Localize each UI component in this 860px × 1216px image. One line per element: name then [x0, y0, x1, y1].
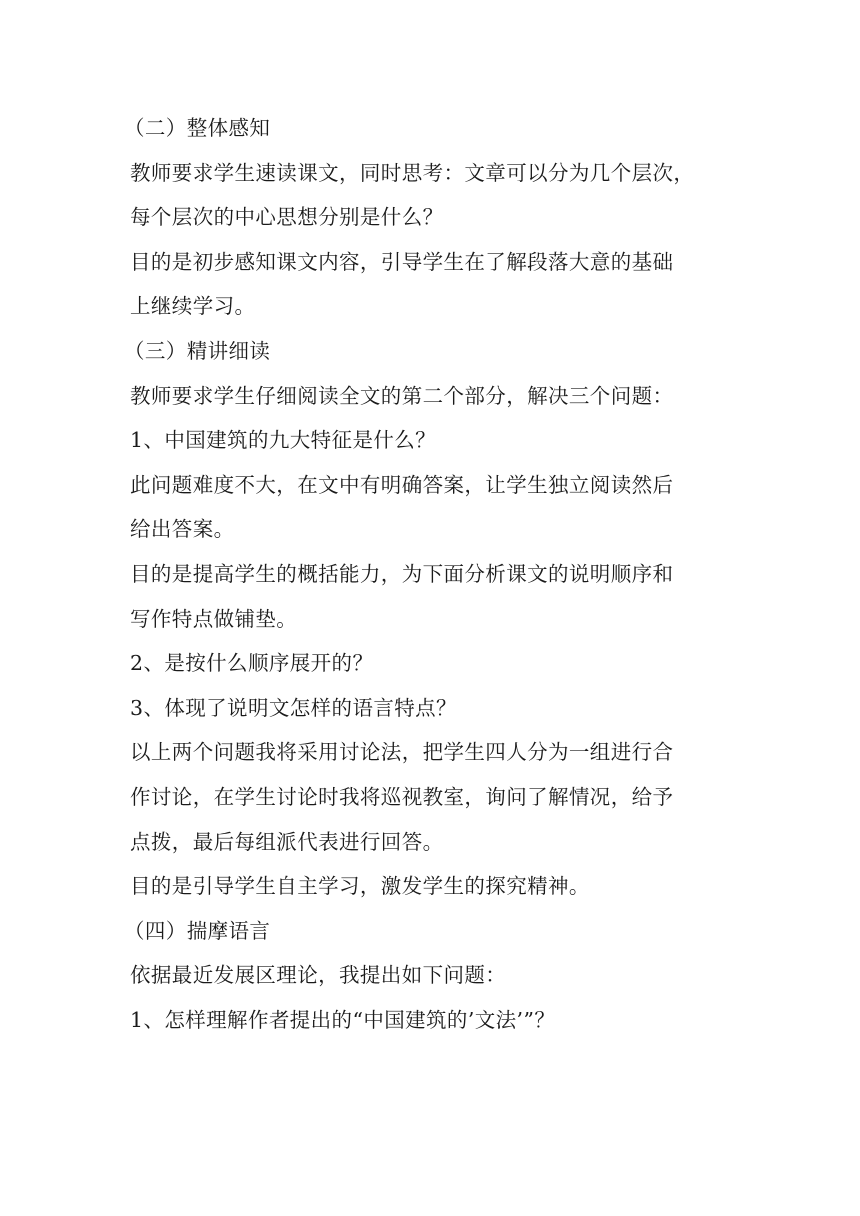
paragraph-line: 给出答案。 — [130, 517, 235, 542]
section-heading-close-reading: （三）精讲细读 — [124, 338, 271, 363]
paragraph-line: 以上两个问题我将采用讨论法，把学生四人分为一组进行合 — [130, 740, 674, 765]
paragraph-line: 教师要求学生仔细阅读全文的第二个部分，解决三个问题： — [130, 383, 674, 408]
paragraph-line: 作讨论，在学生讨论时我将巡视教室，询问了解情况，给予 — [130, 784, 674, 809]
paragraph-line: 教师要求学生速读课文，同时思考：文章可以分为几个层次， — [130, 160, 695, 185]
question-item: 3、体现了说明文怎样的语言特点？ — [130, 695, 457, 720]
question-item: 1、怎样理解作者提出的“中国建筑的’文法’”？ — [130, 1007, 556, 1032]
paragraph-line: 点拨，最后每组派代表进行回答。 — [130, 829, 444, 854]
question-item: 2、是按什么顺序展开的？ — [130, 651, 374, 676]
paragraph-line: 每个层次的中心思想分别是什么？ — [130, 205, 444, 230]
paragraph-line: 上继续学习。 — [130, 294, 256, 319]
paragraph-line: 目的是提高学生的概括能力，为下面分析课文的说明顺序和 — [130, 561, 674, 586]
paragraph-line: 写作特点做铺垫。 — [130, 606, 298, 631]
paragraph-line: 依据最近发展区理论，我提出如下问题： — [130, 963, 507, 988]
section-heading-overall-perception: （二）整体感知 — [124, 116, 271, 140]
question-item: 1、中国建筑的九大特征是什么？ — [130, 428, 437, 453]
paragraph-line: 此问题难度不大，在文中有明确答案，让学生独立阅读然后 — [130, 472, 674, 497]
section-heading-language-study: （四）揣摩语言 — [124, 918, 271, 943]
paragraph-line: 目的是初步感知课文内容，引导学生在了解段落大意的基础 — [130, 249, 674, 274]
paragraph-line: 目的是引导学生自主学习，激发学生的探究精神。 — [130, 874, 590, 899]
document-body — [124, 106, 734, 1042]
